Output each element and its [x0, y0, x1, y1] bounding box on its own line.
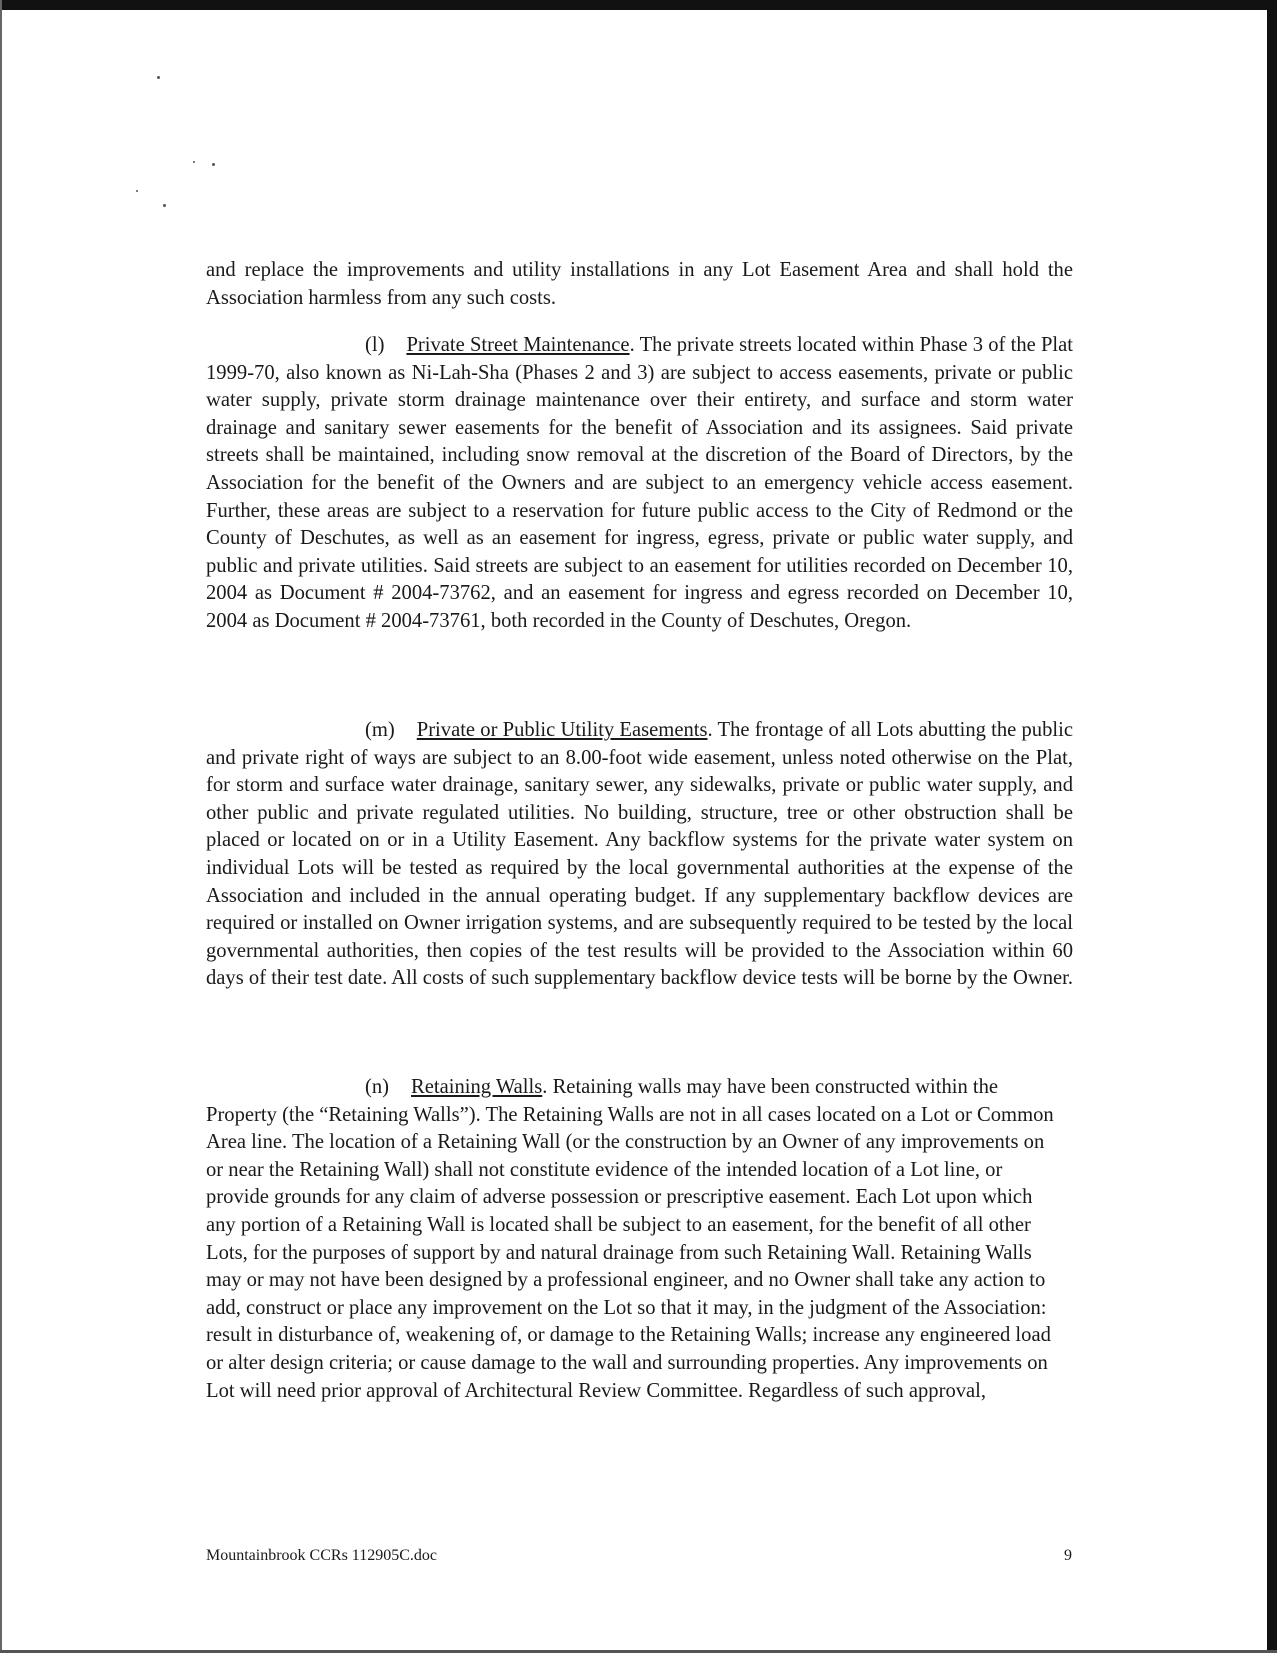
section-n-paragraph	[206, 1074, 1066, 1405]
section-l-marker: (l)	[365, 334, 385, 356]
scan-border-top	[0, 0, 1277, 10]
section-l-paragraph	[206, 332, 1073, 636]
continuation-paragraph	[206, 257, 1073, 312]
scan-border-right	[1267, 0, 1277, 1653]
section-n-heading: Retaining Walls	[411, 1076, 543, 1098]
heading-period: .	[707, 719, 713, 741]
section-m-text: The frontage of all Lots abutting the public and private right of ways are subject to an 8.00-foot wide easement, unless noted otherwise on the Plat, for storm and surface water drainage, sanitary sewer, any sidewalks, private or public water supply, and other public and private regulated utilities. No building, structure, tree or other obstruction shall be placed or located on or in a Utility Easement. Any backflow systems for the private water system on individual Lots will be tested as required by the local governmental authorities at the expense of the Association and included in the annual operating budget. If any supplementary backflow devices are required or installed on Owner irrigation systems, and are subsequently required to be tested by the local governmental authorities, then copies of the test results will be provided to the Association within 60 days of their test date. All costs of such supplementary backflow device tests will be borne by the Owner.	[206, 719, 1074, 990]
heading-period: .	[629, 334, 635, 356]
scan-speck	[193, 161, 195, 163]
scan-speck	[163, 204, 166, 207]
section-n-text: Retaining walls may have been constructed within the Property (the “Retaining Walls”). The Retaining Walls are not in all cases located on a Lot or Common Area line. The location of a Retaining Wall (or the construction by an Owner of any improvements on or near the Retaining Wall) shall not constitute evidence of the intended location of a Lot line, or provide grounds for any claim of adverse possession or prescriptive easement. Each Lot upon which any portion of a Retaining Wall is located shall be subject to an easement, for the benefit of all other Lots, for the purposes of support by and natural drainage from such Retaining Wall. Retaining Walls may or may not have been designed by a professional engineer, and no Owner shall take any action to add, construct or place any improvement on the Lot so that it may, in the judgment of the Association: result in disturbance of, weakening of, or damage to the Retaining Walls; increase any engineered load or alter design criteria; or cause damage to the wall and surrounding properties. Any improvements on Lot will need prior approval of Architectural Review Committee. Regardless of such approval,	[206, 1076, 1054, 1402]
scan-speck	[157, 76, 160, 79]
heading-period: .	[542, 1076, 548, 1098]
section-l-text: The private streets located within Phase 3 of the Plat 1999-70, also known as Ni-Lah-Sha (Phases 2 and 3) are subject to access easements, private or public water supply, private storm drainage maintenance over their entirety, and surface and storm water drainage and sanitary sewer easements for the benefit of Association and its assignees. Said private streets shall be maintained, including snow removal at the discretion of the Board of Directors, by the Association for the benefit of the Owners and are subject to an emergency vehicle access easement. Further, these areas are subject to a reservation for future public access to the City of Redmond or the County of Deschutes, as well as an easement for ingress, egress, private or public water supply, and public and private utilities. Said streets are subject to an easement for utilities recorded on December 10, 2004 as Document # 2004-73762, and an easement for ingress and egress recorded on December 10, 2004 as Document # 2004-73761, both recorded in the County of Deschutes, Oregon.	[206, 334, 1074, 632]
footer-page-number: 9	[1064, 1547, 1072, 1564]
scan-border-left	[0, 0, 2, 1653]
scan-speck	[136, 190, 138, 192]
section-m-marker: (m)	[365, 719, 395, 741]
section-l-heading: Private Street Maintenance	[406, 334, 630, 356]
footer-filename: Mountainbrook CCRs 112905C.doc	[206, 1547, 437, 1564]
continuation-text: and replace the improvements and utility installations in any Lot Easement Area and shall hold the Association harmless from any such costs.	[206, 259, 1073, 309]
section-m-paragraph	[206, 717, 1073, 993]
scan-speck	[212, 163, 215, 166]
section-n-marker: (n)	[365, 1076, 390, 1098]
section-m-heading: Private or Public Utility Easements	[416, 719, 708, 741]
